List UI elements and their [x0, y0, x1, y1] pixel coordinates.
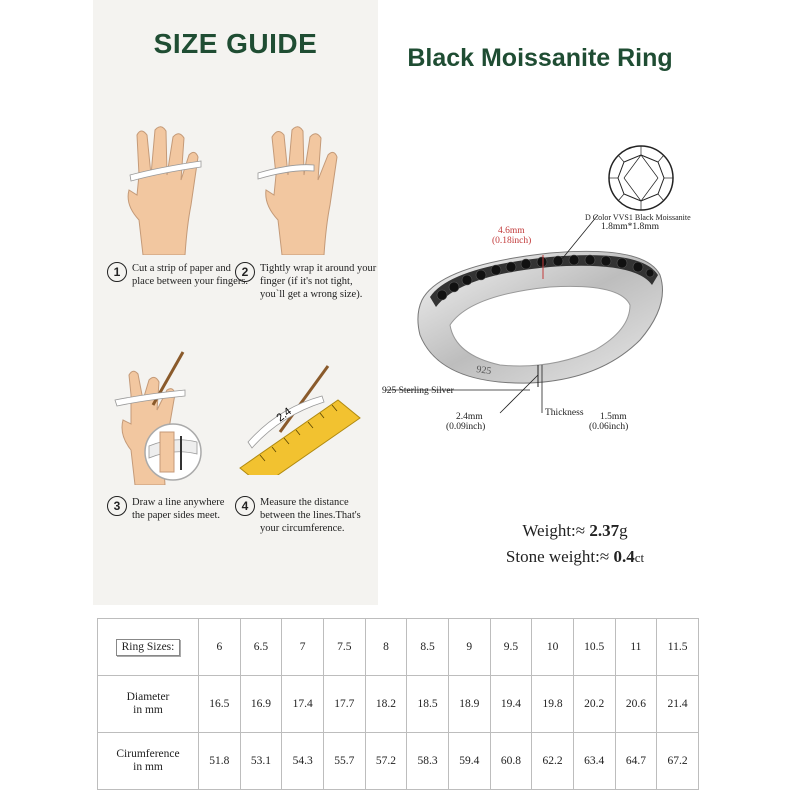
step-1-number: 1: [107, 262, 127, 282]
size-cell: 10: [532, 619, 574, 676]
diameter-header: [98, 676, 199, 733]
diameter-cell: 20.2: [573, 676, 615, 733]
step-2-text: Tightly wrap it around your finger (if it's not tight, you`ll get a wrong size).: [260, 263, 377, 300]
diameter-cell: 19.4: [490, 676, 532, 733]
diameter-cell: 18.5: [407, 676, 449, 733]
size-cell: 11: [615, 619, 657, 676]
circumference-cell: 58.3: [407, 733, 449, 790]
band-width-inch: (0.09inch): [446, 422, 486, 432]
circumference-cell: 51.8: [199, 733, 241, 790]
stone-weight-unit: ct: [634, 550, 645, 565]
hand-wrapped-paper-icon: [252, 125, 352, 255]
size-cell: 9.5: [490, 619, 532, 676]
ring-sizes-header: [98, 619, 199, 676]
step-4-number: 4: [235, 496, 255, 516]
circumference-cell: 67.2: [657, 733, 699, 790]
ring-weight: [450, 518, 700, 544]
diameter-cell: 18.9: [448, 676, 490, 733]
diameter-unit: in mm: [133, 704, 163, 716]
ruler-measurement-icon: [238, 360, 363, 475]
size-cell: 11.5: [657, 619, 699, 676]
stone-weight-value: 0.4: [613, 547, 635, 566]
size-cell: 8.5: [407, 619, 449, 676]
step-4: [235, 496, 378, 535]
circumference-cell: 59.4: [448, 733, 490, 790]
hand-with-paper-strip-icon: [115, 125, 215, 255]
circumference-cell: 54.3: [282, 733, 324, 790]
weight-info: [450, 518, 700, 571]
circumference-label: Cirumference: [116, 748, 180, 760]
size-cell: 9: [448, 619, 490, 676]
thickness-mm: 1.5mm: [600, 412, 627, 422]
diameter-cell: 16.5: [199, 676, 241, 733]
circumference-cell: 60.8: [490, 733, 532, 790]
material-label: 925 Sterling Silver: [382, 386, 454, 396]
step-2: [235, 262, 378, 301]
ring-weight-label: Weight:≈: [522, 521, 586, 540]
step-3-number: 3: [107, 496, 127, 516]
table-row-diameter: [98, 676, 699, 733]
step-4-text: Measure the distance between the lines.That's your circumference.: [260, 497, 361, 534]
table-row-circumference: [98, 733, 699, 790]
ring-weight-value: 2.37: [589, 521, 620, 540]
step-1: [107, 262, 250, 288]
size-cell: 7: [282, 619, 324, 676]
size-cell: 8: [365, 619, 407, 676]
diameter-label: Diameter: [126, 691, 170, 703]
ring-size-table: [97, 618, 699, 790]
ring-weight-unit: g: [619, 521, 628, 540]
hand-marking-paper-icon: [105, 350, 220, 485]
circumference-unit: in mm: [133, 761, 163, 773]
size-cell: 10.5: [573, 619, 615, 676]
circumference-cell: 57.2: [365, 733, 407, 790]
stone-size-label: 1.8mm*1.8mm: [601, 222, 660, 232]
step-2-number: 2: [235, 262, 255, 282]
diameter-cell: 20.6: [615, 676, 657, 733]
table-row-sizes: [98, 619, 699, 676]
ring-height-mm: 4.6mm: [498, 226, 525, 236]
stone-type-label: D Color VVS1 Black Moissanite: [585, 213, 691, 222]
band-width-mm: 2.4mm: [456, 412, 483, 422]
diameter-cell: 19.8: [532, 676, 574, 733]
ruler-mark-label: 2.4: [274, 405, 294, 425]
ring-height-inch: (0.18inch): [492, 236, 532, 246]
ring-illustration: [380, 215, 670, 445]
size-guide-title: SIZE GUIDE: [153, 28, 318, 59]
thickness-label: Thickness: [545, 408, 584, 418]
circumference-cell: 53.1: [240, 733, 282, 790]
diameter-cell: 17.7: [323, 676, 365, 733]
size-cell: 6.5: [240, 619, 282, 676]
circumference-cell: 64.7: [615, 733, 657, 790]
step-3-text: Draw a line anywhere the paper sides meet.: [132, 497, 225, 521]
thickness-inch: (0.06inch): [589, 422, 629, 432]
ring-sizes-label: Ring Sizes:: [116, 639, 181, 656]
diameter-cell: 18.2: [365, 676, 407, 733]
diameter-cell: 16.9: [240, 676, 282, 733]
circumference-cell: 55.7: [323, 733, 365, 790]
diameter-cell: 21.4: [657, 676, 699, 733]
diameter-cell: 17.4: [282, 676, 324, 733]
stone-weight-label: Stone weight:≈: [505, 547, 610, 566]
product-title: Black Moissanite Ring: [407, 44, 673, 72]
circumference-header: [98, 733, 199, 790]
stone-weight: [450, 544, 700, 571]
circumference-cell: 62.2: [532, 733, 574, 790]
moissanite-top-view-icon: [606, 143, 676, 213]
step-1-text: Cut a strip of paper and place between your fingers.: [132, 263, 249, 287]
size-cell: 6: [199, 619, 241, 676]
size-cell: 7.5: [323, 619, 365, 676]
step-3: [107, 496, 227, 522]
ring-stamp-label: 925: [475, 364, 492, 378]
circumference-cell: 63.4: [573, 733, 615, 790]
